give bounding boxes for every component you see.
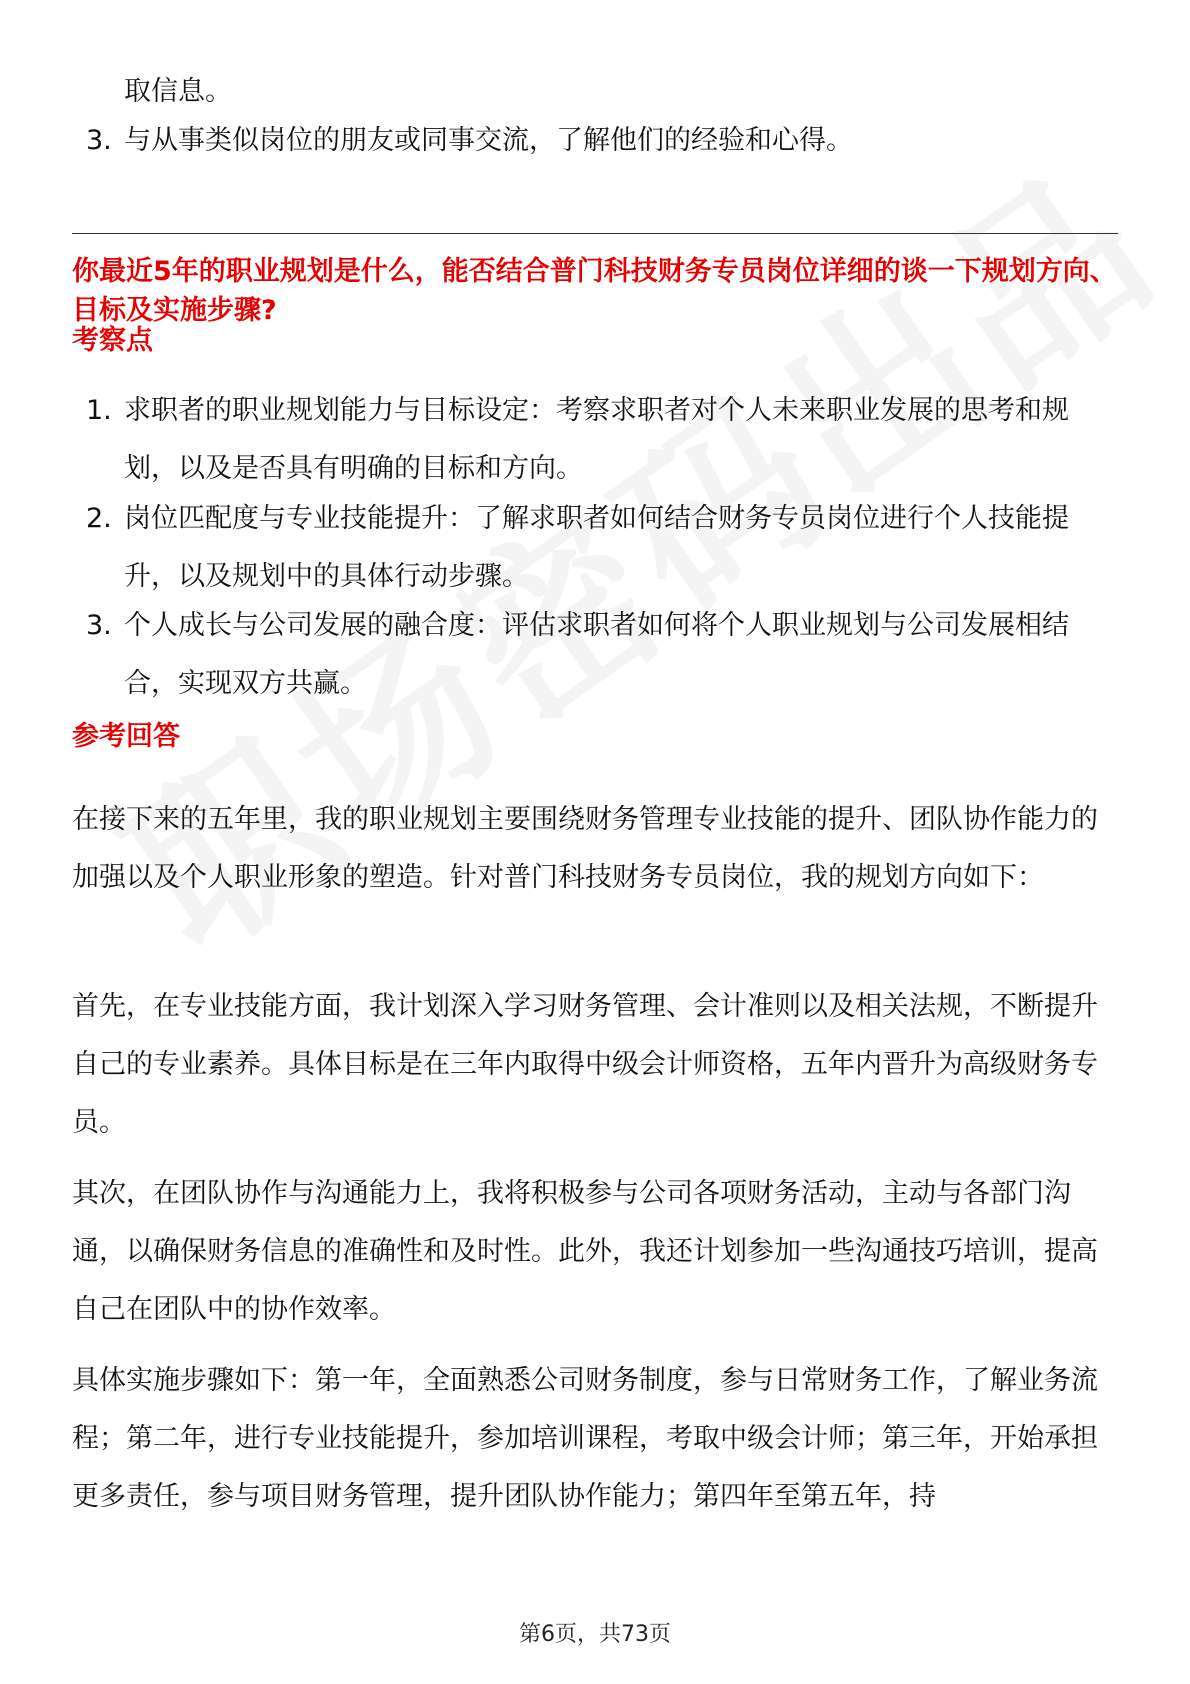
page-footer: 第6页，共73页 <box>519 1622 671 1647</box>
list-item <box>72 112 1118 170</box>
list-text: 个人成长与公司发展的融合度：评估求职者如何将个人职业规划与公司发展相结合，实现双方共赢。 <box>124 610 1069 699</box>
focus-item-2 <box>72 490 1118 606</box>
answer-paragraph-1: 在接下来的五年里，我的职业规划主要围绕财务管理专业技能的提升、团队协作能力的加强以及个人职业形象的塑造。针对普门科技财务专员岗位，我的规划方向如下： <box>72 804 1098 893</box>
list-text: 与从事类似岗位的朋友或同事交流，了解他们的经验和心得。 <box>124 125 853 156</box>
focus-item-3 <box>72 597 1118 713</box>
list-number: 3. <box>86 610 112 641</box>
list-number: 2. <box>86 503 112 534</box>
list-text: 岗位匹配度与专业技能提升：了解求职者如何结合财务专员岗位进行个人技能提升，以及规划中的具体行动步骤。 <box>124 503 1069 592</box>
answer-paragraph-3: 其次，在团队协作与沟通能力上，我将积极参与公司各项财务活动，主动与各部门沟通，以确保财务信息的准确性和及时性。此外，我还计划参加一些沟通技巧培训，提高自己在团队中的协作效率。 <box>72 1178 1098 1325</box>
question-heading: 你最近5年的职业规划是什么，能否结合普门科技财务专员岗位详细的谈一下规划方向、目标及实施步骤? <box>72 256 1117 326</box>
continuation-text: 取信息。 <box>124 76 232 107</box>
answer-label: 参考回答 <box>72 721 180 752</box>
answer-paragraph-2: 首先，在专业技能方面，我计划深入学习财务管理、会计准则以及相关法规，不断提升自己的专业素养。具体目标是在三年内取得中级会计师资格，五年内晋升为高级财务专员。 <box>72 991 1098 1138</box>
list-number: 1. <box>86 395 112 426</box>
answer-paragraph-4: 具体实施步骤如下：第一年，全面熟悉公司财务制度，参与日常财务工作，了解业务流程；第二年，进行专业技能提升，参加培训课程，考取中级会计师；第三年，开始承担更多责任，参与项目财务管理，提升团队协作能力；第四年至第五年，持 <box>72 1365 1098 1512</box>
list-number: 3. <box>86 125 112 156</box>
section-divider <box>72 233 1118 234</box>
focus-item-1 <box>72 382 1118 498</box>
list-text: 求职者的职业规划能力与目标设定：考察求职者对个人未来职业发展的思考和规划，以及是否具有明确的目标和方向。 <box>124 395 1069 484</box>
focus-label: 考察点 <box>72 325 153 356</box>
